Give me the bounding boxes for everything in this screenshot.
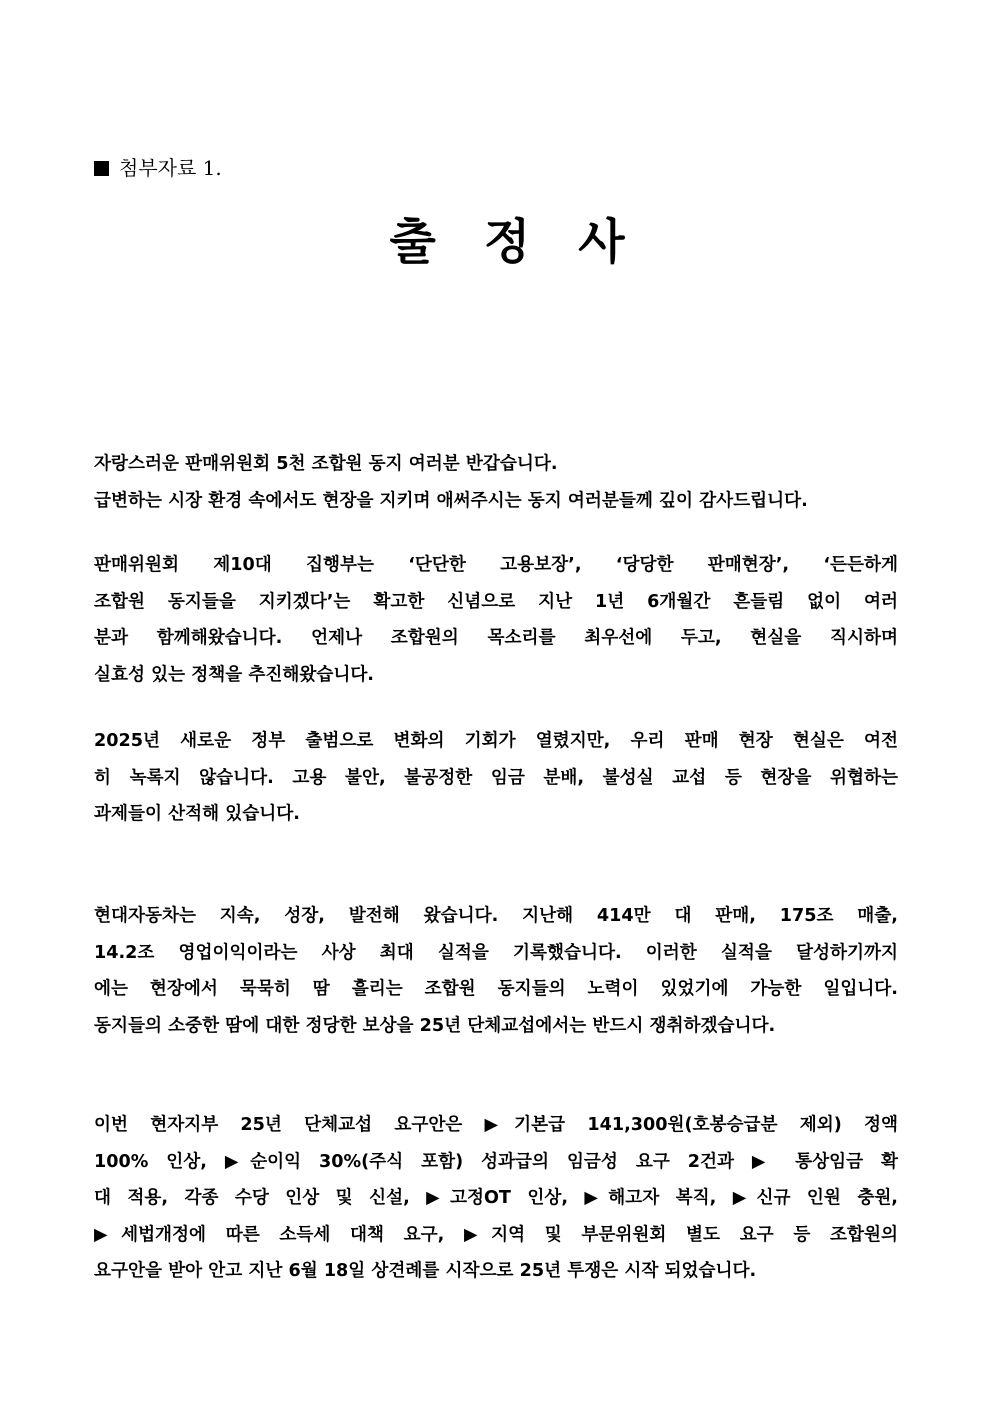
text-line: 실효성 있는 정책을 추진해왔습니다. <box>94 664 374 685</box>
title-char: 출 <box>389 214 436 270</box>
text-line: 현대자동차는 지속, 성장, 발전해 왔습니다. 지난해 414만 대 판매, 175조 매출, <box>94 906 898 926</box>
text-line: 에는 현장에서 묵묵히 땀 흘리는 조합원 동지들의 노력이 있었기에 가능한 일입니다. <box>94 979 898 999</box>
paragraph-performance <box>94 898 898 1044</box>
text-line: 2025년 새로운 정부 출범으로 변화의 기회가 열렸지만, 우리 판매 현장 현실은 여전 <box>94 731 898 751</box>
text-line: 판매위원회 제10대 집행부는 ‘단단한 고용보장’, ‘당당한 판매현장’, ‘든든하게 <box>94 555 898 575</box>
text-line: 히 녹록지 않습니다. 고용 불안, 불공정한 임금 분배, 불성실 교섭 등 현장을 위협하는 <box>94 767 898 788</box>
text-line: 동지들의 소중한 땀에 대한 정당한 보상을 25년 단체교섭에서는 반드시 쟁취하겠습니다. <box>94 1015 776 1036</box>
paragraph-demands <box>94 1107 898 1290</box>
attachment-text: 첨부자료 1. <box>119 156 222 180</box>
title-char: 사 <box>578 214 625 270</box>
text-line: 과제들이 산적해 있습니다. <box>94 804 300 824</box>
paragraph-executive <box>94 547 898 693</box>
text-line: 급변하는 시장 환경 속에서도 현장을 지키며 애써주시는 동지 여러분들께 깊이 감사드립니다. <box>94 490 808 511</box>
text-line: 자랑스러운 판매위원회 5천 조합원 동지 여러분 반갑습니다. <box>94 454 558 474</box>
text-line: 요구안을 받아 안고 지난 6월 18일 상견례를 시작으로 25년 투쟁은 시작 되었습니다. <box>94 1261 757 1281</box>
attachment-label <box>94 154 222 182</box>
text-line: 이번 현자지부 25년 단체교섭 요구안은 ▶기본급 141,300원(호봉승급분 제외) 정액 <box>94 1115 898 1135</box>
text-line: 조합원 동지들을 지키겠다’는 확고한 신념으로 지난 1년 6개월간 흔들림 없이 여러 <box>94 591 898 612</box>
text-line: 분과 함께해왔습니다. 언제나 조합원의 목소리를 최우선에 두고, 현실을 직시하며 <box>94 628 898 648</box>
page-title <box>0 210 992 274</box>
title-char: 정 <box>483 214 531 270</box>
black-square-icon <box>94 161 109 176</box>
text-line: 대 적용, 각종 수당 인상 및 신설, ▶고정OT 인상, ▶해고자 복직, ▶신규 인원 충원, <box>94 1188 898 1208</box>
text-line: 14.2조 영업이익이라는 사상 최대 실적을 기록했습니다. 이러한 실적을 달성하기까지 <box>94 942 898 963</box>
paragraph-situation <box>94 723 898 833</box>
paragraph-greeting <box>94 446 898 519</box>
text-line: 100% 인상, ▶순이익 30%(주식 포함) 성과급의 임금성 요구 2건과 ▶ 통상임금 확 <box>94 1151 898 1172</box>
text-line: ▶세법개정에 따른 소득세 대책 요구, ▶지역 및 부문위원회 별도 요구 등 조합원의 <box>94 1224 898 1245</box>
